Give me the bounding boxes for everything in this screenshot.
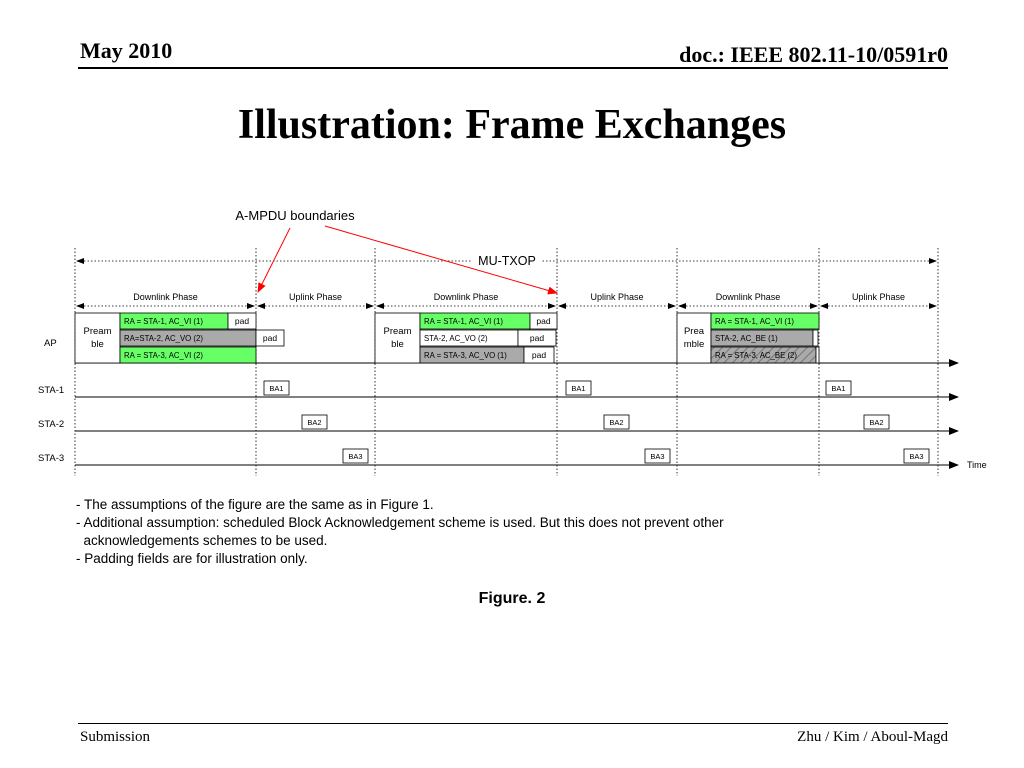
- phase-label: Downlink Phase: [715, 292, 781, 302]
- block-ack-label: BA2: [609, 418, 624, 427]
- footer-rule: [78, 723, 948, 724]
- mpdu-frame-label: RA=STA-2, AC_VO (2): [124, 334, 203, 343]
- mpdu-frame-label: RA = STA-1, AC_VI (1): [715, 317, 794, 326]
- note-line: acknowledgements schemes to be used.: [76, 533, 328, 548]
- preamble-box: [75, 313, 120, 363]
- pad-label: pad: [234, 316, 250, 326]
- annotation-arrow: [258, 228, 290, 292]
- block-ack-label: BA2: [307, 418, 322, 427]
- footer-submission: Submission: [80, 729, 151, 745]
- preamble-label: Pream: [383, 326, 412, 337]
- block-ack-label: BA1: [831, 384, 846, 393]
- figure-caption: Figure. 2: [478, 590, 546, 607]
- pad-label: pad: [536, 316, 551, 326]
- time-label: Time: [967, 460, 987, 470]
- pad-field: [816, 347, 819, 363]
- mpdu-frame-label: RA = STA-3, AC_BE (2): [715, 351, 797, 360]
- preamble-box: [375, 313, 420, 363]
- block-ack-label: BA2: [869, 418, 884, 427]
- preamble-label: mble: [683, 339, 705, 350]
- phase-label: Downlink Phase: [433, 292, 499, 302]
- doc-id: doc.: IEEE 802.11-10/0591r0: [679, 42, 948, 67]
- assumption-notes: [76, 496, 724, 568]
- block-ack-label: BA1: [269, 384, 284, 393]
- note-line: - Additional assumption: scheduled Block Acknowledgement scheme is used. But this does not prevent other: [76, 515, 724, 530]
- row-label-ap: AP: [44, 338, 57, 349]
- footer-authors: Zhu / Kim / Aboul-Magd: [797, 729, 948, 745]
- slide-title: Illustration: Frame Exchanges: [237, 102, 787, 148]
- annotation-label: A-MPDU boundaries: [235, 208, 355, 223]
- block-ack-label: BA3: [348, 452, 363, 461]
- phase-label: Downlink Phase: [133, 292, 198, 302]
- pad-field: [813, 330, 818, 346]
- preamble-label: Prea: [683, 326, 705, 337]
- note-line: - The assumptions of the figure are the same as in Figure 1.: [76, 497, 434, 512]
- mpdu-frame-label: RA = STA-1, AC_VI (1): [424, 317, 503, 326]
- row-label-sta-1: STA-1: [38, 385, 65, 396]
- preamble-label: ble: [391, 339, 404, 350]
- block-ack-label: BA3: [909, 452, 924, 461]
- row-label-sta-3: STA-3: [38, 453, 65, 464]
- date-label: May 2010: [80, 38, 173, 63]
- phase-label: Uplink Phase: [590, 292, 644, 302]
- txop-label: MU-TXOP: [478, 254, 536, 268]
- pad-label: pad: [262, 333, 278, 343]
- mpdu-frame-label: STA-2, AC_BE (1): [715, 334, 778, 343]
- phase-label: Uplink Phase: [851, 292, 906, 302]
- note-line: - Padding fields are for illustration only.: [76, 551, 308, 566]
- mpdu-frame-label: RA = STA-1, AC_VI (1): [124, 317, 203, 326]
- block-ack-label: BA3: [650, 452, 665, 461]
- mpdu-frame-label: STA-2, AC_VO (2): [424, 334, 488, 343]
- pad-label: pad: [529, 333, 545, 343]
- preamble-label: Pream: [83, 326, 112, 337]
- block-ack-label: BA1: [571, 384, 586, 393]
- mpdu-frame-label: RA = STA-3, AC_VO (1): [424, 351, 507, 360]
- mpdu-frame-label: RA = STA-3, AC_VI (2): [124, 351, 203, 360]
- preamble-label: ble: [91, 339, 104, 350]
- phase-label: Uplink Phase: [288, 292, 343, 302]
- pad-label: pad: [531, 350, 547, 360]
- preamble-box: [677, 313, 711, 363]
- row-label-sta-2: STA-2: [38, 419, 65, 430]
